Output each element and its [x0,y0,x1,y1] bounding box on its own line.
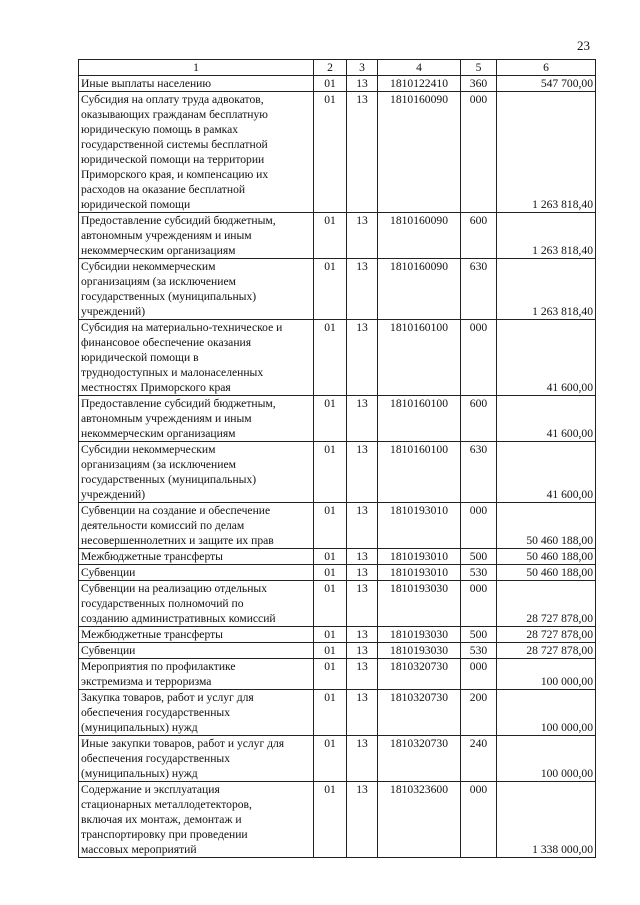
expense-type-code: 600 [461,396,497,442]
amount: 1 338 000,00 [497,782,596,858]
table-row [79,565,596,581]
section-code: 01 [314,565,347,581]
target-article-code: 1810193010 [378,503,461,549]
row-description [79,736,314,782]
table-header-row [79,60,596,76]
description-line: экстремизма и терроризма [81,675,212,688]
target-article-code: 1810320730 [378,736,461,782]
description-line: Иные выплаты населению [81,77,212,90]
description-line: государственной системы бесплатной [81,138,268,151]
description-line: Закупка товаров, работ и услуг для [81,691,254,704]
amount: 41 600,00 [497,320,596,396]
target-article-code: 1810193030 [378,627,461,643]
subsection-code: 13 [347,92,378,213]
target-article-code: 1810160100 [378,396,461,442]
section-code: 01 [314,549,347,565]
description-line: финансовое обеспечение оказания [81,336,252,349]
subsection-code: 13 [347,259,378,320]
row-description [79,76,314,92]
target-article-code: 1810160090 [378,92,461,213]
expense-type-code: 000 [461,92,497,213]
row-description [79,565,314,581]
section-code: 01 [314,92,347,213]
description-line: учреждений) [81,305,146,318]
section-code: 01 [314,396,347,442]
target-article-code: 1810320730 [378,690,461,736]
row-description [79,581,314,627]
description-line: некоммерческим организациям [81,244,236,257]
expense-type-code: 000 [461,782,497,858]
row-description [79,643,314,659]
amount: 100 000,00 [497,690,596,736]
table-row [79,396,596,442]
amount: 50 460 188,00 [497,565,596,581]
header-cell-5: 5 [461,60,497,76]
expense-type-code: 240 [461,736,497,782]
amount: 28 727 878,00 [497,643,596,659]
section-code: 01 [314,643,347,659]
target-article-code: 1810160090 [378,259,461,320]
description-line: Приморского края, и компенсацию их [81,168,269,181]
amount: 1 263 818,40 [497,213,596,259]
expense-type-code: 630 [461,442,497,503]
section-code: 01 [314,782,347,858]
description-line: Субвенции [81,566,136,579]
section-code: 01 [314,213,347,259]
description-line: Субвенции на создание и обеспечение [81,504,271,517]
amount: 1 263 818,40 [497,92,596,213]
expense-type-code: 000 [461,320,497,396]
description-line: организациям (за исключением [81,275,236,288]
description-line: (муниципальных) нужд [81,721,198,734]
table-row [79,627,596,643]
description-line: деятельности комиссий по делам [81,519,245,532]
description-line: оказывающих гражданам бесплатную [81,108,268,121]
row-description [79,503,314,549]
description-line: государственных (муниципальных) [81,473,257,486]
section-code: 01 [314,659,347,690]
expense-type-code: 360 [461,76,497,92]
section-code: 01 [314,442,347,503]
subsection-code: 13 [347,213,378,259]
section-code: 01 [314,627,347,643]
amount: 100 000,00 [497,659,596,690]
description-line: Субсидия на материально-техническое и [81,321,283,334]
amount: 547 700,00 [497,76,596,92]
description-line: Предоставление субсидий бюджетным, [81,397,276,410]
amount: 1 263 818,40 [497,259,596,320]
expense-type-code: 530 [461,643,497,659]
subsection-code: 13 [347,782,378,858]
target-article-code: 1810323600 [378,782,461,858]
description-line: несовершеннолетних и защите их прав [81,534,274,547]
table-row [79,259,596,320]
description-line: Субсидии некоммерческим [81,443,216,456]
expense-type-code: 630 [461,259,497,320]
target-article-code: 1810193030 [378,643,461,659]
description-line: расходов на оказание бесплатной [81,183,246,196]
table-body [79,60,596,858]
description-line: Межбюджетные трансферты [81,550,223,563]
subsection-code: 13 [347,442,378,503]
description-line: обеспечения государственных [81,752,231,765]
description-line: транспортировку при проведении [81,828,248,841]
header-cell-2: 2 [314,60,347,76]
budget-table [78,59,596,858]
header-cell-6: 6 [497,60,596,76]
subsection-code: 13 [347,643,378,659]
table-row [79,549,596,565]
subsection-code: 13 [347,76,378,92]
row-description [79,213,314,259]
description-line: автономным учреждениям и иным [81,412,252,425]
subsection-code: 13 [347,565,378,581]
description-line: юридической помощи [81,198,191,211]
description-line: включая их монтаж, демонтаж и [81,813,242,826]
subsection-code: 13 [347,627,378,643]
target-article-code: 1810160100 [378,442,461,503]
table-row [79,782,596,858]
table-row [79,503,596,549]
expense-type-code: 600 [461,213,497,259]
section-code: 01 [314,76,347,92]
description-line: автономным учреждениям и иным [81,229,252,242]
target-article-code: 1810320730 [378,659,461,690]
target-article-code: 1810193010 [378,549,461,565]
amount: 50 460 188,00 [497,503,596,549]
amount: 50 460 188,00 [497,549,596,565]
description-line: труднодоступных и малонаселенных [81,366,264,379]
section-code: 01 [314,581,347,627]
description-line: стационарных металлодетекторов, [81,798,252,811]
row-description [79,259,314,320]
subsection-code: 13 [347,581,378,627]
amount: 41 600,00 [497,442,596,503]
amount: 100 000,00 [497,736,596,782]
description-line: Субсидия на оплату труда адвокатов, [81,93,264,106]
subsection-code: 13 [347,690,378,736]
target-article-code: 1810160100 [378,320,461,396]
section-code: 01 [314,503,347,549]
description-line: организациям (за исключением [81,458,236,471]
description-line: некоммерческим организациям [81,427,236,440]
section-code: 01 [314,259,347,320]
expense-type-code: 500 [461,549,497,565]
description-line: созданию административных комиссий [81,612,276,625]
target-article-code: 1810193010 [378,565,461,581]
section-code: 01 [314,736,347,782]
table-row [79,213,596,259]
description-line: Предоставление субсидий бюджетным, [81,214,276,227]
description-line: Субвенции на реализацию отдельных [81,582,267,595]
table-row [79,643,596,659]
table-row [79,581,596,627]
description-line: юридической помощи на территории [81,153,265,166]
row-description [79,396,314,442]
expense-type-code: 000 [461,503,497,549]
description-line: учреждений) [81,488,146,501]
description-line: государственных полномочий по [81,597,244,610]
description-line: Иные закупки товаров, работ и услуг для [81,737,285,750]
row-description [79,659,314,690]
row-description [79,442,314,503]
table-row [79,659,596,690]
amount: 41 600,00 [497,396,596,442]
subsection-code: 13 [347,396,378,442]
description-line: государственных (муниципальных) [81,290,257,303]
description-line: Субвенции [81,644,136,657]
description-line: местностях Приморского края [81,381,231,394]
subsection-code: 13 [347,736,378,782]
expense-type-code: 200 [461,690,497,736]
description-line: (муниципальных) нужд [81,767,198,780]
table-row [79,76,596,92]
header-cell-4: 4 [378,60,461,76]
table-row [79,736,596,782]
row-description [79,690,314,736]
section-code: 01 [314,690,347,736]
subsection-code: 13 [347,320,378,396]
subsection-code: 13 [347,503,378,549]
description-line: Межбюджетные трансферты [81,628,223,641]
target-article-code: 1810193030 [378,581,461,627]
description-line: юридическую помощь в рамках [81,123,239,136]
description-line: Субсидии некоммерческим [81,260,216,273]
description-line: обеспечения государственных [81,706,231,719]
section-code: 01 [314,320,347,396]
row-description [79,627,314,643]
row-description [79,549,314,565]
subsection-code: 13 [347,549,378,565]
description-line: Мероприятия по профилактике [81,660,236,673]
header-cell-3: 3 [347,60,378,76]
target-article-code: 1810122410 [378,76,461,92]
table-row [79,690,596,736]
expense-type-code: 000 [461,659,497,690]
header-cell-1: 1 [79,60,314,76]
description-line: Содержание и эксплуатация [81,783,220,796]
description-line: юридической помощи в [81,351,199,364]
page-number: 23 [577,38,590,53]
expense-type-code: 000 [461,581,497,627]
subsection-code: 13 [347,659,378,690]
amount: 28 727 878,00 [497,581,596,627]
table-row [79,442,596,503]
expense-type-code: 530 [461,565,497,581]
table-row [79,92,596,213]
target-article-code: 1810160090 [378,213,461,259]
amount: 28 727 878,00 [497,627,596,643]
description-line: массовых мероприятий [81,843,197,856]
row-description [79,782,314,858]
expense-type-code: 500 [461,627,497,643]
row-description [79,92,314,213]
row-description [79,320,314,396]
table-row [79,320,596,396]
